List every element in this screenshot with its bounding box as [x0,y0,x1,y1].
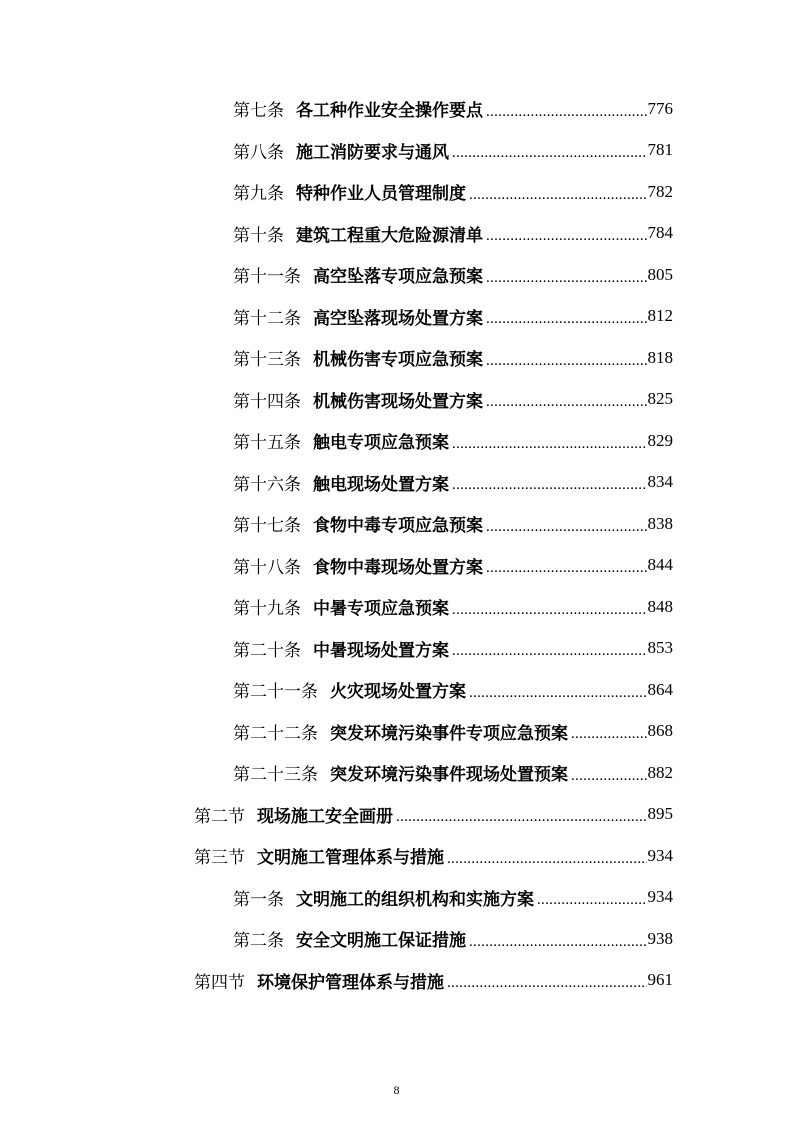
toc-entry-page: 781 [647,140,673,160]
toc-entry[interactable] [233,213,673,255]
toc-entry-page: 829 [647,430,673,450]
toc-entry-number: 第二十一条 [233,682,318,703]
toc-entry[interactable] [233,711,673,753]
toc-entry[interactable] [233,918,673,960]
toc-entry-page: 782 [647,181,673,201]
toc-entry-number: 第十七条 [233,516,301,537]
toc-entry-title: 文明施工管理体系与措施 [257,848,444,869]
dot-leader [452,644,647,669]
toc-entry-page: 938 [647,928,673,948]
dot-leader [486,271,647,296]
toc-entry-title: 中暑现场处置方案 [313,640,449,661]
toc-entry-title: 高空坠落现场处置方案 [313,308,483,329]
toc-entry-title: 机械伤害专项应急预案 [313,350,483,371]
toc-entry-title: 突发环境污染事件现场处置预案 [330,765,568,786]
toc-entry-title: 安全文明施工保证措施 [296,931,466,952]
toc-entry-number: 第一条 [233,889,284,910]
toc-entry-page: 848 [647,596,673,616]
toc-entry-title: 触电专项应急预案 [313,433,449,454]
toc-entry-title: 食物中毒专项应急预案 [313,516,483,537]
toc-entry-number: 第二节 [194,806,245,827]
page-number: 8 [393,1083,400,1097]
toc-entry[interactable] [233,462,673,504]
toc-entry-number: 第十八条 [233,557,301,578]
toc-entry[interactable] [233,88,673,130]
toc-entry-title: 食物中毒现场处置方案 [313,557,483,578]
toc-entry-page: 961 [647,970,673,990]
toc-entry-number: 第十一条 [233,267,301,288]
toc-entry-title: 突发环境污染事件专项应急预案 [330,723,568,744]
toc-entry[interactable] [233,171,673,213]
toc-entry[interactable] [233,337,673,379]
toc-entry-page: 882 [647,762,673,782]
dot-leader [486,395,647,420]
toc-entry-page: 776 [647,98,673,118]
toc-entry[interactable] [194,835,673,877]
toc-entry-page: 934 [647,887,673,907]
dot-leader [571,769,647,794]
toc-entry-page: 784 [647,223,673,243]
dot-leader [486,105,647,130]
toc-entry-number: 第十三条 [233,350,301,371]
toc-entry-number: 第十四条 [233,391,301,412]
toc-entry[interactable] [194,794,673,836]
toc-entry[interactable] [233,752,673,794]
toc-entry[interactable] [233,130,673,172]
dot-leader [447,976,647,1001]
toc-entry-number: 第十二条 [233,308,301,329]
toc-entry-title: 现场施工安全画册 [257,806,393,827]
dot-leader [486,354,647,379]
toc-entry-title: 环境保护管理体系与措施 [257,972,444,993]
toc-entry-page: 818 [647,347,673,367]
toc-entry-number: 第九条 [233,184,284,205]
dot-leader [537,893,647,918]
dot-leader [396,810,647,835]
toc-entry-number: 第二十条 [233,640,301,661]
toc-entry-number: 第十六条 [233,474,301,495]
toc-entry-page: 895 [647,804,673,824]
toc-entry-title: 特种作业人员管理制度 [296,184,466,205]
toc-entry[interactable] [233,586,673,628]
toc-entry-title: 触电现场处置方案 [313,474,449,495]
toc-entry[interactable] [233,503,673,545]
toc-entry-number: 第二十二条 [233,723,318,744]
toc-entry[interactable] [233,877,673,919]
toc-entry-number: 第八条 [233,142,284,163]
toc-entry[interactable] [233,379,673,421]
dot-leader [469,686,647,711]
dot-leader [452,478,647,503]
toc-entry-page: 934 [647,845,673,865]
toc-entry-page: 864 [647,679,673,699]
toc-entry-title: 中暑专项应急预案 [313,599,449,620]
toc-entry[interactable] [233,545,673,587]
table-of-contents [0,88,793,1001]
dot-leader [452,603,647,628]
toc-entry-number: 第七条 [233,101,284,122]
dot-leader [452,146,647,171]
dot-leader [486,229,647,254]
toc-entry-number: 第三节 [194,848,245,869]
toc-entry-page: 834 [647,472,673,492]
toc-entry-title: 高空坠落专项应急预案 [313,267,483,288]
toc-entry-title: 机械伤害现场处置方案 [313,391,483,412]
toc-entry[interactable] [233,420,673,462]
toc-entry-page: 844 [647,555,673,575]
toc-entry-number: 第十五条 [233,433,301,454]
toc-entry-title: 建筑工程重大危险源清单 [296,225,483,246]
toc-entry-page: 853 [647,638,673,658]
toc-entry[interactable] [233,669,673,711]
dot-leader [452,437,647,462]
dot-leader [469,188,647,213]
toc-entry-page: 838 [647,513,673,533]
toc-entry-title: 施工消防要求与通风 [296,142,449,163]
toc-entry[interactable] [233,296,673,338]
dot-leader [571,727,647,752]
toc-entry-page: 825 [647,389,673,409]
toc-entry[interactable] [194,960,673,1002]
toc-entry-page: 805 [647,264,673,284]
dot-leader [486,312,647,337]
toc-entry-page: 868 [647,721,673,741]
toc-entry-title: 各工种作业安全操作要点 [296,101,483,122]
toc-entry-title: 文明施工的组织机构和实施方案 [296,889,534,910]
toc-entry[interactable] [233,254,673,296]
toc-entry-page: 812 [647,306,673,326]
dot-leader [447,852,647,877]
dot-leader [486,561,647,586]
toc-entry-number: 第二条 [233,931,284,952]
toc-entry-number: 第二十三条 [233,765,318,786]
toc-entry-number: 第十条 [233,225,284,246]
toc-entry[interactable] [233,628,673,670]
toc-entry-number: 第十九条 [233,599,301,620]
toc-entry-number: 第四节 [194,972,245,993]
dot-leader [486,520,647,545]
dot-leader [469,935,647,960]
toc-entry-title: 火灾现场处置方案 [330,682,466,703]
